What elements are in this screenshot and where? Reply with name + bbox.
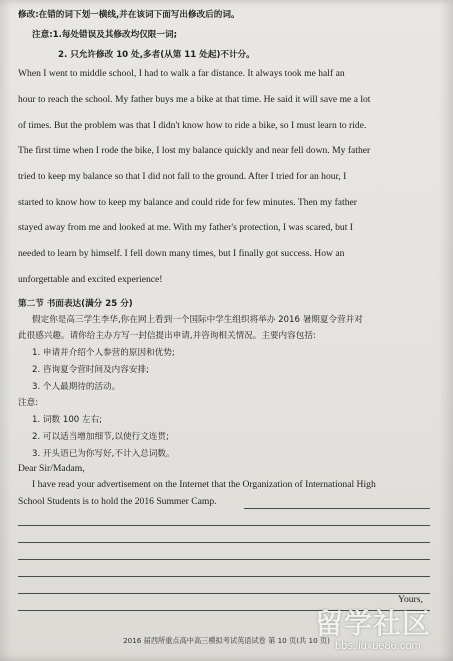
content-item: 3. 个人最期待的活动。: [32, 382, 121, 392]
passage-line: hour to reach the school. My father buys me a bike at that time. He said it will save me a lot: [18, 94, 371, 105]
content-item: 2. 咨询夏令营时间及内容安排;: [32, 365, 149, 375]
section-heading: 第二节 书面表达(满分 25 分): [18, 299, 133, 309]
note-item: 2. 可以适当增加细节,以使行文连贯;: [32, 432, 169, 442]
letter-salutation: Dear Sir/Madam,: [18, 463, 85, 474]
passage-line: tried to keep my balance so that I did not fall to the ground. After I tried for an hour, I: [18, 171, 347, 182]
passage-line: unforgettable and excited experience!: [18, 274, 163, 285]
writing-line: [18, 542, 430, 543]
writing-line: [244, 508, 430, 509]
letter-closing: Yours,: [398, 594, 423, 605]
passage-line: of times. But the problem was that I didn't know how to ride a bike, so I must learn to ride.: [18, 120, 367, 131]
prompt-line-1: 假定你是高三学生李华,你在网上看到一个国际中学生组织将举办 2016 暑期夏令营并对: [32, 315, 363, 325]
writing-line: [18, 559, 430, 560]
passage-line: When I went to middle school, I had to walk a far distance. It always took me half an: [18, 68, 345, 79]
content-item: 1. 申请并介绍个人参营的原因和优势;: [32, 348, 175, 358]
instruction-line-3: 2. 只允许修改 10 处,多者(从第 11 处起)不计分。: [58, 50, 255, 60]
prompt-line-2: 此很感兴趣。请你给主办方写一封信提出申请,并咨询相关情况。主要内容包括:: [18, 331, 316, 341]
letter-opening-line-1: I have read your advertisement on the Internet that the Organization of International High: [32, 479, 376, 490]
writing-line: [18, 593, 430, 594]
passage-line: needed to learn by himself. I fell down many times, but I finally got success. How an: [18, 248, 345, 259]
writing-line: [18, 576, 430, 577]
site-watermark: [305, 602, 453, 660]
note-title: 注意:: [18, 398, 39, 408]
passage-line: The first time when I rode the bike, I lost my balance quickly and near fell down. My father: [18, 145, 371, 156]
instruction-line-1: 修改:在错的词下划一横线,并在该词下面写出修改后的词。: [18, 10, 240, 20]
passage-line: started to know how to keep my balance and could ride for few minutes. Then my father: [18, 197, 357, 208]
instruction-line-2: 注意:1.每处错误及其修改均仅限一词;: [32, 30, 178, 40]
writing-line: [18, 525, 430, 526]
passage-line: stayed away from me and looked at me. With my father's protection, I was scared, but I: [18, 222, 353, 233]
letter-opening-line-2: School Students is to hold the 2016 Summer Camp.: [18, 496, 217, 507]
page-footer: 2016 届西所重点高中高三模拟考试英语试卷 第 10 页(共 10 页): [123, 636, 330, 645]
note-item: 3. 开头语已为你写好,不计入总词数。: [32, 449, 175, 459]
note-item: 1. 词数 100 左右;: [32, 415, 103, 425]
watermark-url: bbs.liuxue86.com: [335, 640, 421, 652]
watermark-logo: 留学社区: [315, 607, 432, 640]
